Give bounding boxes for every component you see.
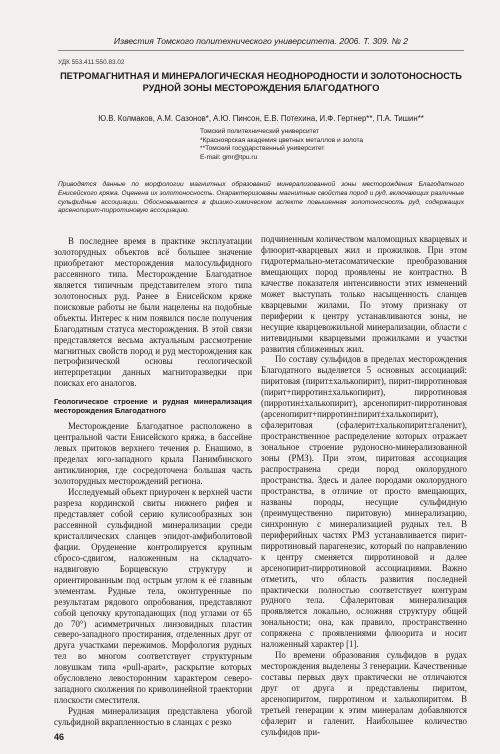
contact-email: E-mail: gmr@tpu.ru xyxy=(200,154,258,162)
author-list: Ю.В. Колмаков, А.М. Сазонов*, А.Ю. Пинсон, Е.В. Потехина, И.Ф. Гертнер**, П.А. Тишин** xyxy=(98,114,424,123)
udk-code: УДК 553.411:550.83.02 xyxy=(58,59,125,66)
affiliation-kaamg: *Красноярская академия цветных металлов и золота xyxy=(200,136,364,144)
article-title xyxy=(58,70,464,94)
body-paragraph: Месторождение Благодатное расположено в центральной части Енисейского кряжа, в бассейне левых притоков верхнего течения р. Енашимо, в пределах юго-западного крыла Панимбинского антиклинория, где сосредоточена большая часть золоторудных месторождений региона. xyxy=(54,421,252,487)
body-column-left xyxy=(54,236,252,728)
abstract: Приводятся данные по морфологии магнитных образований минерализованной зоны месторождения Благодатного Енисейского кряжа. Оценена их золотоносность. Охарактеризованы магнитные свойства пород и руд, включающих различные сульфидные ассоциации. Обосновывается в физико-химическом аспекте повышенная золотоносность руд, содержащих арсенопирит-пирротиновую ассоциацию. xyxy=(58,181,464,215)
body-paragraph: Рудная минерализация представлена убогой сульфидной вкрапленностью в сланцах с резко xyxy=(54,706,252,728)
page-number: 46 xyxy=(54,732,65,742)
body-paragraph: По составу сульфидов в пределах месторождения Благодатного выделяется 5 основных ассоциаций: пиритовая (пирит±халькопирит), пирит-пирротиновая (пирит+пирротин±халькопирит), пирротиновая (пирротин±халькопирит), арсенопирит-пирротиновая (арсенопирит+пирротин±пирит±халькопирит), сфалеритовая (сфалерит±халькопирит±галенит), пространственное распределение которых отражает зональное строение рудоносно-минерализованной зоны (РМЗ). При этом, пиритовая ассоциация распространена среди пород околорудного пространства. Здесь и далее породами околорудного пространства, в отличие от просто вмещающих, названы породы, несущие сульфидную (преимущественно пиритовую) минерализацию, синхронную с минерализацией рудных тел. В периферийных частях РМЗ устанавливается пирит-пирротиновый парагенезис, который по направлению к центру сменяется пирротиновой и далее арсенопирит-пирротиновой ассоциациями. Важно отметить, что область развития последней практически полностью соответствует контурам рудного тела. Сфалеритовая минерализация проявляется локально, осложняя структуру общей зональности; она, как правило, пространственно сопряжена с проявлениями флюорита и носит наложенный характер [1]. xyxy=(261,354,467,650)
intro-paragraph: В последнее время в практике эксплуатации золоторудных объектов всё большее значение приобретают месторождения малосульфидного рассеянного типа. Месторождение Благодатное является типичным представителем этого типа золотоносных руд. Ранее в Енисейском кряже поисковые работы не были нацелены на подобные объекты. Интерес к ним появился после получения Благодатным статуса месторождения. В этой связи представляется весьма актуальным рассмотрение магнитных свойств пород и руд месторождения как петрофизической основы геологической интерпретации данных магниторазведки при поисках его аналогов. xyxy=(54,236,252,389)
affiliation-tpu: Томский политехнический университет xyxy=(200,128,320,135)
section-heading: Геологическое строение и рудная минерализация месторождения Благодатного xyxy=(54,397,252,416)
running-head: Известия Томского политехнического университета. 2006. Т. 309. № 2 xyxy=(58,36,464,51)
affiliation-tsu: **Томский государственный университет xyxy=(200,145,325,153)
body-paragraph: Исследуемый объект приурочен к верхней части разреза кординской свиты нижнего рифея и представляет собой серию кулисообразных зон рассеянной сульфидной минерализации среди кристаллических сланцев эпидот-амфиболитовой фации. Оруденение контролируется крупным сбросо-сдвигом, наложенным на складчато-надвиговую Борщевскую структуру и ориентированным под острым углом к её главным элементам. Рудные тела, оконтуренные по результатам рядового опробования, представляют собой цепочку крутопадающих (под углами от 65 до 70°) асимметричных линзовидных пластин северо-западного простирания, отделенных друг от друга участками пережимов. Морфология рудных тел во многом соответствует структурным ловушкам типа «pull-apart», раскрытие которых обусловлено левосторонним характером северо-западного сколжения по криволинейной траектории плоскости сместителя. xyxy=(54,487,252,706)
body-paragraph: подчиненным количеством маломощных кварцевых и флюорит-кварцевых жил и прожилков. При этом гидротермально-метасоматические преобразования вмещающих пород проявлены не контрастно. В качестве показателя интенсивности этих изменений может выступать только насыщенность сланцев кварцевыми жилами. По этому признаку от периферии к центру устанавливаются зоны, не несущие кварцевожильной минерализации, области с нитевидными кварцевыми прожилками и участки развития сближенных жил. xyxy=(261,234,467,354)
title-line-2: РУДНОЙ ЗОНЫ МЕСТОРОЖДЕНИЯ БЛАГОДАТНОГО xyxy=(142,83,380,93)
affiliations xyxy=(200,128,363,163)
title-line-1: ПЕТРОМАГНИТНАЯ И МИНЕРАЛОГИЧЕСКАЯ НЕОДНОРОДНОСТИ И ЗОЛОТОНОСНОСТЬ xyxy=(60,71,462,81)
body-column-right xyxy=(261,234,467,738)
body-paragraph: По времени образования сульфидов в рудах месторождения выделены 3 генерации. Качественные составы первых двух практически не отличаются друг от друга и представлены пиритом, арсенопиритом, пирротином и халькопиритом. В третьей генерации к этим минералам добавляются сфалерит и галенит. Наибольшее количество сульфидов при- xyxy=(261,650,467,737)
